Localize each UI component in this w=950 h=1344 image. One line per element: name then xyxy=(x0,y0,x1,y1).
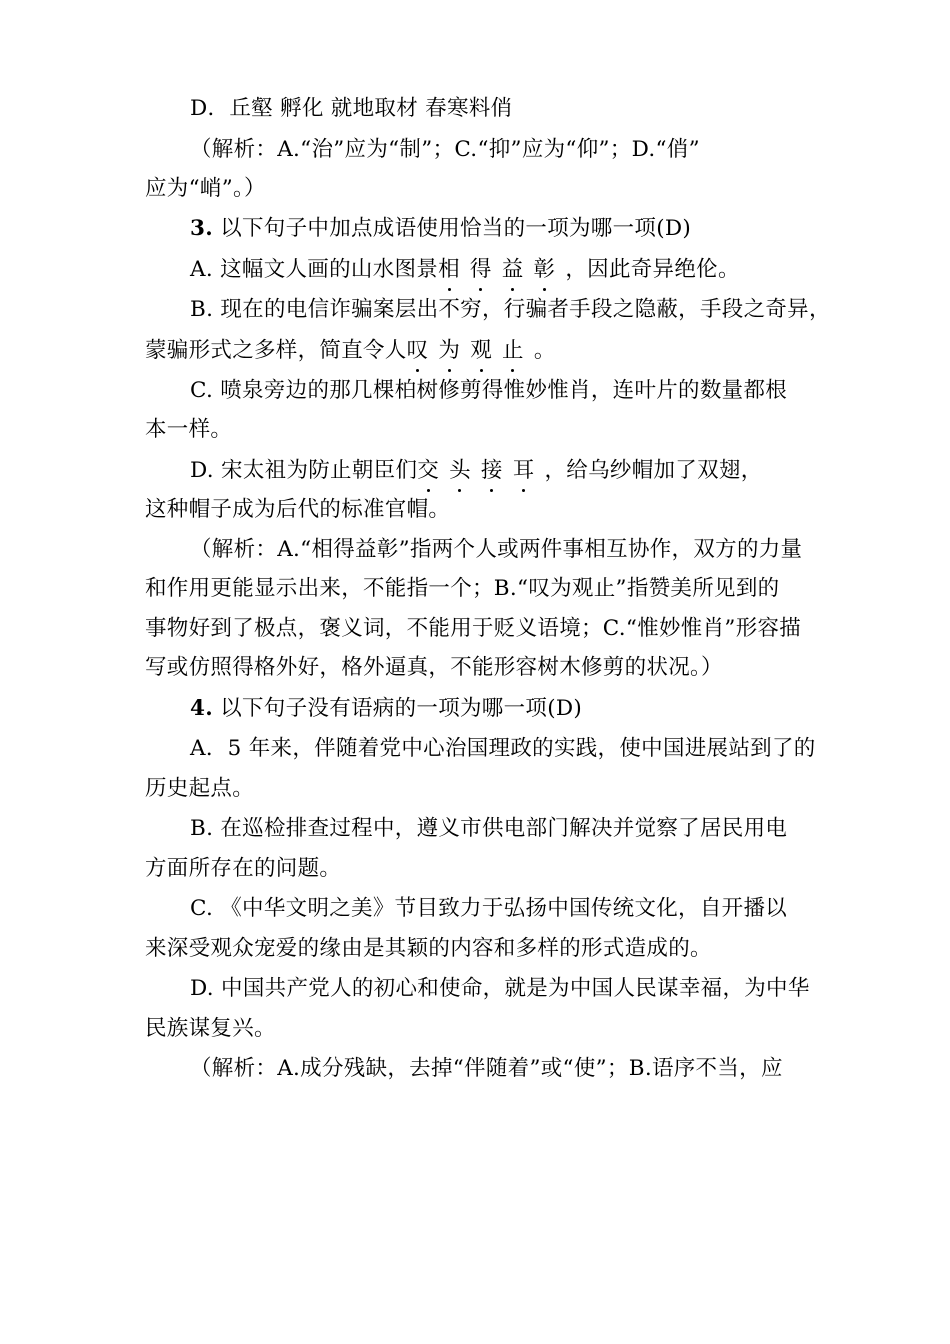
q3-analysis-line-3: 事物好到了极点，褒义词，不能用于贬义语境；C.“惟妙惟肖”形容描 xyxy=(145,616,802,641)
q4-stem: 以下句子没有语病的一项为哪一项(D) xyxy=(220,696,583,721)
q4-option-c-line-1: C. 《中华文明之美》节目致力于弘扬中国传统文化，自开播以 xyxy=(190,896,788,921)
q4-option-d-line-2: 民族谋复兴。 xyxy=(145,1016,276,1041)
q3-d-text-pre: D. 宋太祖为防止朝臣们 xyxy=(190,458,418,483)
dotted-char: 接 xyxy=(481,456,503,486)
q4-option-a-line-2: 历史起点。 xyxy=(145,776,255,801)
q3-analysis-line-1: （解析：A.“相得益彰”指两个人或两件事相互协作，双方的力量 xyxy=(190,537,803,562)
q4-analysis-line-1: （解析：A.成分残缺，去掉“伴随着”或“使”；B.语序不当，应 xyxy=(190,1056,783,1081)
q3-b-text-post: 。 xyxy=(533,338,556,363)
dotted-char: 耳 xyxy=(513,456,535,486)
q4-option-b-line-2: 方面所存在的问题。 xyxy=(145,856,342,881)
dotted-char: 观 xyxy=(470,336,492,366)
dotted-char: 为 xyxy=(438,336,460,366)
q3-analysis-line-2: 和作用更能显示出来，不能指一个；B.“叹为观止”指赞美所见到的 xyxy=(145,576,780,601)
q3-stem-line xyxy=(190,214,815,244)
q4-option-d-line-1: D. 中国共产党人的初心和使命，就是为中国人民谋幸福，为中华 xyxy=(190,976,810,1001)
q4-number: 4. xyxy=(190,696,214,721)
q3-d-text-post: ，给乌纱帽加了双翅， xyxy=(544,458,763,483)
q3-number: 3. xyxy=(190,216,214,241)
dotted-char: 益 xyxy=(502,255,524,285)
q2-analysis-line-2: 应为“峭”。） xyxy=(145,176,266,201)
dotted-char: 得 xyxy=(470,255,492,285)
q2-option-d: D．丘壑 孵化 就地取材 春寒料俏 xyxy=(190,96,513,121)
dotted-char: 相 xyxy=(438,255,460,285)
q3-option-b-line-1: B. 现在的电信诈骗案层出不穷，行骗者手段之隐蔽，手段之奇异， xyxy=(190,297,831,322)
q3-a-text-pre: A. 这幅文人画的山水图景 xyxy=(190,257,439,282)
q3-b-text-pre: 蒙骗形式之多样，简直令人 xyxy=(145,338,407,363)
dotted-char: 头 xyxy=(449,456,471,486)
q3-a-text-post: ，因此奇异绝伦。 xyxy=(565,257,740,282)
dotted-char: 止 xyxy=(502,336,524,366)
q2-analysis-line-1: （解析：A.“治”应为“制”；C.“抑”应为“仰”；D.“俏” xyxy=(190,137,700,162)
q3-option-a xyxy=(190,255,815,285)
q3-option-b-line-2 xyxy=(145,336,815,366)
q4-option-b-line-1: B. 在巡检排查过程中，遵义市供电部门解决并觉察了居民用电 xyxy=(190,816,788,841)
dotted-char: 交 xyxy=(417,456,439,486)
dotted-char: 叹 xyxy=(407,336,429,366)
q3-option-d-line-2: 这种帽子成为后代的标准官帽。 xyxy=(145,497,451,522)
q4-option-a-line-1: A．5 年来，伴随着党中心治国理政的实践，使中国进展站到了的 xyxy=(190,736,816,761)
q4-option-c-line-2: 来深受观众宠爱的缘由是其颖的内容和多样的形式造成的。 xyxy=(145,936,712,961)
q3-option-c-line-2: 本一样。 xyxy=(145,417,233,442)
dotted-char: 彰 xyxy=(534,255,556,285)
q3-stem: 以下句子中加点成语使用恰当的一项为哪一项(D) xyxy=(220,216,692,241)
q3-option-d-line-1 xyxy=(190,456,815,486)
q3-option-c-line-1: C. 喷泉旁边的那几棵柏树修剪得惟妙惟肖，连叶片的数量都根 xyxy=(190,378,788,403)
q3-analysis-line-4: 写或仿照得格外好，格外逼真，不能形容树木修剪的状况。） xyxy=(145,655,723,680)
q4-stem-line xyxy=(190,694,815,724)
